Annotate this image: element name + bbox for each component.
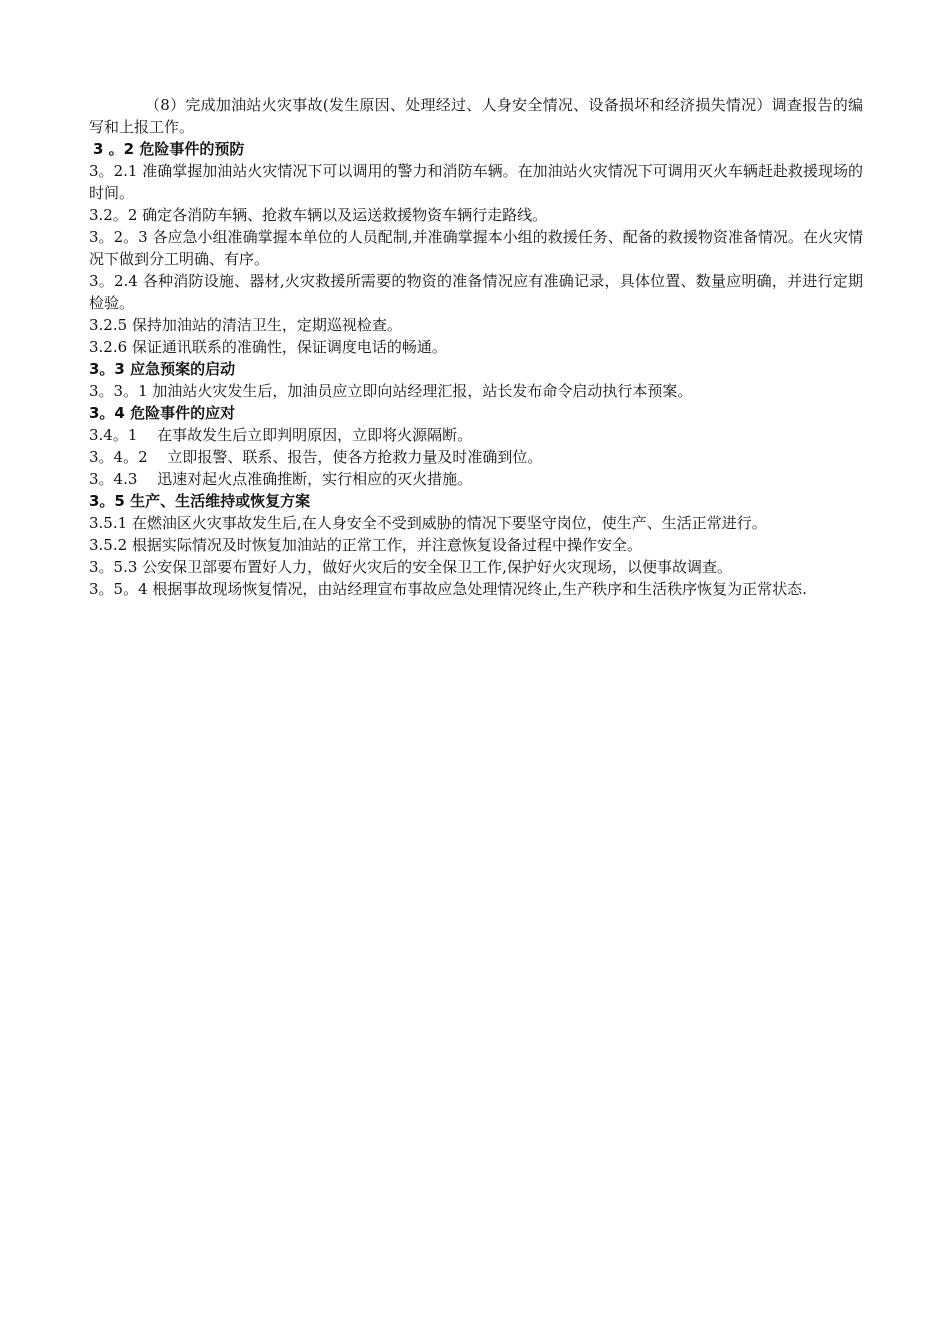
paragraph-intro: （8）完成加油站火灾事故(发生原因、处理经过、人身安全情况、设备损坏和经济损失情况）调查报告的编写和上报工作。 [89,96,863,136]
document-page [89,94,863,600]
heading-3-5: 3。5 生产、生活维持或恢复方案 [89,492,311,510]
paragraph-3-2-1: 3。2.1 准确掌握加油站火灾情况下可以调用的警力和消防车辆。在加油站火灾情况下可调用灭火车辆赶赴救援现场的时间。 [89,162,863,202]
paragraph-3-5-2: 3.5.2 根据实际情况及时恢复加油站的正常工作，并注意恢复设备过程中操作安全。 [89,536,642,554]
paragraph-3-2-4: 3。2.4 各种消防设施、器材,火灾救援所需要的物资的准备情况应有准确记录，具体位置、数量应明确，并进行定期检验。 [89,272,863,312]
paragraph-3-2-5: 3.2.5 保持加油站的清洁卫生，定期巡视检查。 [89,316,402,334]
paragraph-3-4-3: 3。4.3 迅速对起火点准确推断，实行相应的灭火措施。 [89,470,473,488]
paragraph-3-5-3: 3。5.3 公安保卫部要布置好人力，做好火灾后的安全保卫工作,保护好火灾现场，以便事故调查。 [89,558,732,576]
paragraph-3-4-2: 3。4。2 立即报警、联系、报告，使各方抢救力量及时准确到位。 [89,448,543,466]
paragraph-3-5-1: 3.5.1 在燃油区火灾事故发生后,在人身安全不受到威胁的情况下要坚守岗位，使生产、生活正常进行。 [89,514,767,532]
paragraph-3-5-4: 3。5。4 根据事故现场恢复情况，由站经理宣布事故应急处理情况终止,生产秩序和生活秩序恢复为正常状态. [89,580,807,598]
paragraph-3-4-1: 3.4。1 在事故发生后立即判明原因，立即将火源隔断。 [89,426,473,444]
paragraph-3-2-3: 3。2。3 各应急小组准确掌握本单位的人员配制,并准确掌握本小组的救援任务、配备的救援物资准备情况。在火灾情况下做到分工明确、有序。 [89,228,863,268]
paragraph-3-2-2: 3.2。2 确定各消防车辆、抢救车辆以及运送救援物资车辆行走路线。 [89,206,548,224]
heading-3-2: 3 。2 危险事件的预防 [93,140,245,158]
paragraph-3-3-1: 3。3。1 加油站火灾发生后，加油员应立即向站经理汇报，站长发布命令启动执行本预案。 [89,382,693,400]
heading-3-4: 3。4 危险事件的应对 [89,404,236,422]
paragraph-3-2-6: 3.2.6 保证通讯联系的准确性，保证调度电话的畅通。 [89,338,447,356]
heading-3-3: 3。3 应急预案的启动 [89,360,236,378]
